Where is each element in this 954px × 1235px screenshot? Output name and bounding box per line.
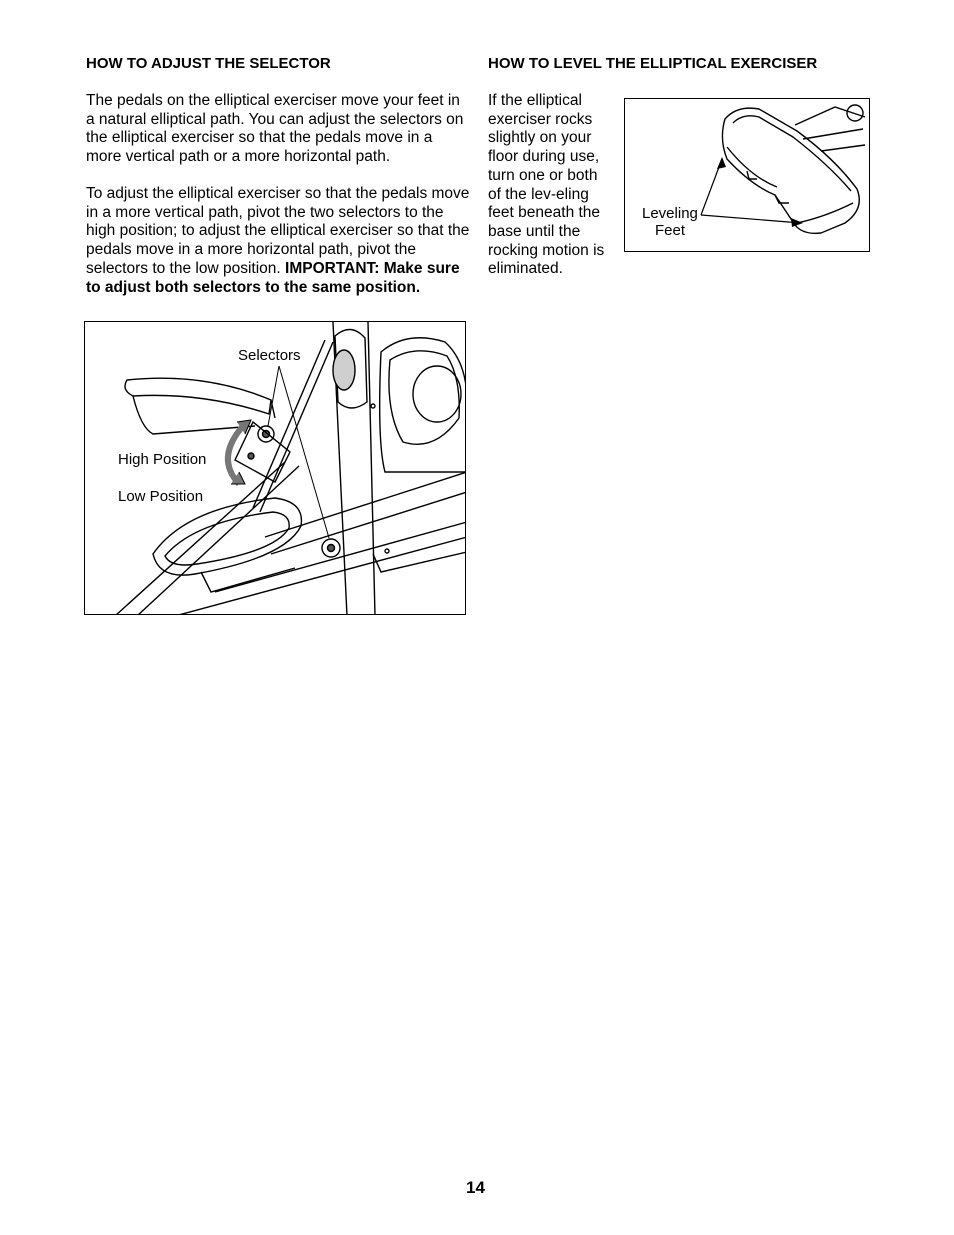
adjust-selector-paragraph-1: The pedals on the elliptical exerciser move your feet in a natural elliptical path. You can adjust the selectors on the elliptical exerciser so that the pedals move in a more vertical path or a more horizontal path.	[86, 92, 464, 166]
leveling-feet-label-line1: Leveling	[642, 205, 698, 222]
adjust-selector-paragraph-2	[86, 185, 470, 297]
adjust-selector-heading: HOW TO ADJUST THE SELECTOR	[86, 55, 331, 72]
leveling-feet-label-line2: Feet	[655, 222, 686, 239]
adjust-selector-instructions: To adjust the elliptical exerciser so that the pedals move in a more vertical path, pivot the two selectors to the high position; to adjust the elliptical exerciser so that the pedals move in a more horizontal path, pivot the selectors to the low position.	[86, 185, 470, 277]
page-number: 14	[466, 1178, 485, 1197]
leveling-feet-illustration	[624, 98, 870, 252]
level-exerciser-heading: HOW TO LEVEL THE ELLIPTICAL EXERCISER	[488, 55, 818, 72]
selectors-label: Selectors	[238, 347, 301, 364]
high-position-label: High Position	[118, 451, 207, 468]
selector-illustration	[84, 321, 466, 615]
selector-drawing	[85, 322, 466, 615]
important-note: IMPORTANT: Make sure to adjust both selectors to the same position.	[86, 259, 460, 296]
low-position-label: Low Position	[118, 488, 204, 505]
level-exerciser-paragraph: If the elliptical exerciser rocks slightly on your floor during use, turn one or both of the lev-eling feet beneath the base until the rocking motion is eliminated.	[488, 92, 605, 278]
